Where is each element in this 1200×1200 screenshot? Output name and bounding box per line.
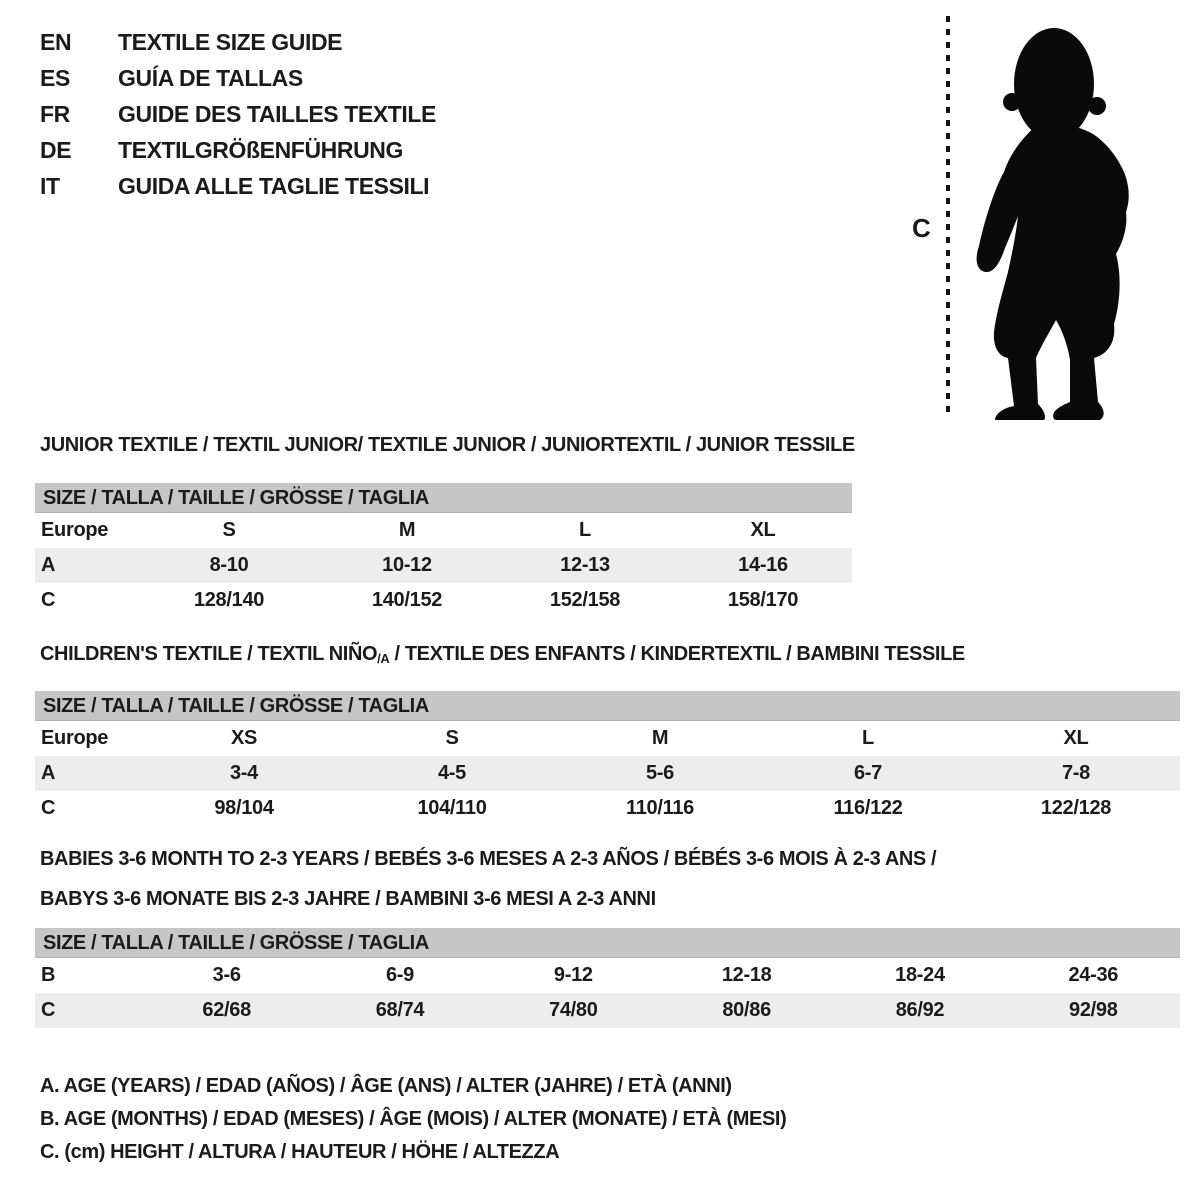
months-cell: 12-18	[721, 964, 772, 986]
table-row-age	[35, 756, 1180, 791]
height-cell: 158/170	[727, 589, 799, 611]
size-cell: L	[579, 519, 591, 541]
lang-code: EN	[40, 28, 72, 55]
age-cell: 7-8	[1061, 762, 1090, 784]
height-cell: 122/128	[1040, 797, 1112, 819]
months-cell: 18-24	[895, 964, 945, 986]
row-label: C	[41, 797, 56, 819]
row-label: Europe	[41, 727, 109, 749]
size-cell: M	[651, 727, 669, 749]
age-cell: 5-6	[645, 762, 674, 784]
row-label: C	[41, 589, 56, 611]
lang-code: ES	[40, 64, 70, 91]
babies-section-title-line1: BABIES 3-6 MONTH TO 2-3 YEARS / BEBÉS 3-6 MESES A 2-3 AÑOS / BÉBÉS 3-6 MOIS À 2-3 ANS /	[40, 848, 937, 870]
children-title-pre: CHILDREN'S TEXTILE / TEXTIL NIÑO	[40, 643, 378, 665]
legend-line-c: C. (cm) HEIGHT / ALTURA / HAUTEUR / HÖHE / ALTEZZA	[40, 1141, 560, 1163]
height-cell: 86/92	[895, 999, 945, 1021]
children-title-sub: /A	[377, 651, 390, 666]
lang-code: IT	[40, 172, 60, 199]
children-title-post: / TEXTILE DES ENFANTS / KINDERTEXTIL / BAMBINI TESSILE	[389, 643, 965, 665]
junior-section-title: JUNIOR TEXTILE / TEXTIL JUNIOR/ TEXTILE JUNIOR / JUNIORTEXTIL / JUNIOR TESSILE	[40, 434, 855, 456]
age-cell: 6-7	[853, 762, 882, 784]
table-row-age	[35, 548, 852, 583]
row-label: Europe	[41, 519, 109, 541]
table-row-height	[35, 583, 852, 618]
size-cell: XS	[230, 727, 258, 749]
junior-size-table	[35, 483, 852, 618]
children-section-title	[40, 643, 965, 666]
lang-row-de	[40, 132, 436, 168]
table-row-height	[35, 993, 1180, 1028]
legend-line-a: A. AGE (YEARS) / EDAD (AÑOS) / ÂGE (ANS) / ALTER (JAHRE) / ETÀ (ANNI)	[40, 1075, 732, 1097]
babies-section-title-line2: BABYS 3-6 MONATE BIS 2-3 JAHRE / BAMBINI 3-6 MESI A 2-3 ANNI	[40, 888, 656, 910]
height-cell: 98/104	[214, 797, 274, 819]
babies-size-table	[35, 928, 1180, 1028]
size-header-bar: SIZE / TALLA / TAILLE / GRÖSSE / TAGLIA	[35, 483, 852, 513]
height-cell: 128/140	[193, 589, 265, 611]
size-header-bar: SIZE / TALLA / TAILLE / GRÖSSE / TAGLIA	[35, 928, 1180, 958]
guide-title-es: GUÍA DE TALLAS	[118, 64, 303, 91]
months-cell: 3-6	[212, 964, 241, 986]
measurement-legend	[40, 1070, 786, 1169]
height-cell: 68/74	[375, 999, 425, 1021]
lang-row-es	[40, 60, 436, 96]
height-cell: 140/152	[371, 589, 443, 611]
row-label: A	[41, 762, 56, 784]
table-row-europe	[35, 513, 852, 548]
height-cell: 110/116	[626, 797, 694, 819]
row-label: B	[41, 964, 56, 986]
height-cell: 62/68	[202, 999, 251, 1021]
height-cell: 92/98	[1069, 999, 1118, 1021]
size-header-bar: SIZE / TALLA / TAILLE / GRÖSSE / TAGLIA	[35, 691, 1180, 721]
size-cell: S	[222, 519, 236, 541]
lang-row-it	[40, 168, 436, 204]
legend-line-b: B. AGE (MONTHS) / EDAD (MESES) / ÂGE (MOIS) / ALTER (MONATE) / ETÀ (MESI)	[40, 1108, 787, 1130]
size-cell: XL	[1063, 727, 1089, 749]
age-cell: 12-13	[560, 554, 610, 576]
lang-row-en	[40, 24, 436, 60]
lang-row-fr	[40, 96, 436, 132]
row-label: C	[41, 999, 56, 1021]
size-cell: S	[445, 727, 459, 749]
row-label: A	[41, 554, 56, 576]
height-cell: 116/122	[833, 797, 903, 819]
height-measure-letter: C	[912, 213, 931, 243]
height-cell: 104/110	[417, 797, 487, 819]
table-row-europe	[35, 721, 1180, 756]
months-cell: 24-36	[1068, 964, 1119, 986]
age-cell: 4-5	[437, 762, 466, 784]
guide-title-fr: GUIDE DES TAILLES TEXTILE	[118, 100, 436, 127]
children-size-table	[35, 691, 1180, 826]
guide-title-it: GUIDA ALLE TAGLIE TESSILI	[118, 172, 430, 199]
table-row-age-months	[35, 958, 1180, 993]
guide-title-de: TEXTILGRÖßENFÜHRUNG	[118, 136, 403, 163]
months-cell: 9-12	[553, 964, 593, 986]
lang-code: FR	[40, 100, 70, 127]
height-cell: 80/86	[722, 999, 771, 1021]
size-cell: M	[398, 519, 416, 541]
age-cell: 3-4	[229, 762, 258, 784]
age-cell: 14-16	[738, 554, 788, 576]
lang-code: DE	[40, 136, 72, 163]
months-cell: 6-9	[385, 964, 414, 986]
height-dashed-line	[944, 16, 952, 418]
table-row-height	[35, 791, 1180, 826]
size-cell: L	[862, 727, 874, 749]
language-title-list	[40, 24, 436, 204]
age-cell: 10-12	[382, 554, 432, 576]
toddler-silhouette-icon	[966, 14, 1134, 420]
size-cell: XL	[750, 519, 776, 541]
age-cell: 8-10	[209, 554, 249, 576]
height-cell: 74/80	[549, 999, 598, 1021]
height-cell: 152/158	[549, 589, 621, 611]
guide-title-en: TEXTILE SIZE GUIDE	[118, 28, 343, 55]
